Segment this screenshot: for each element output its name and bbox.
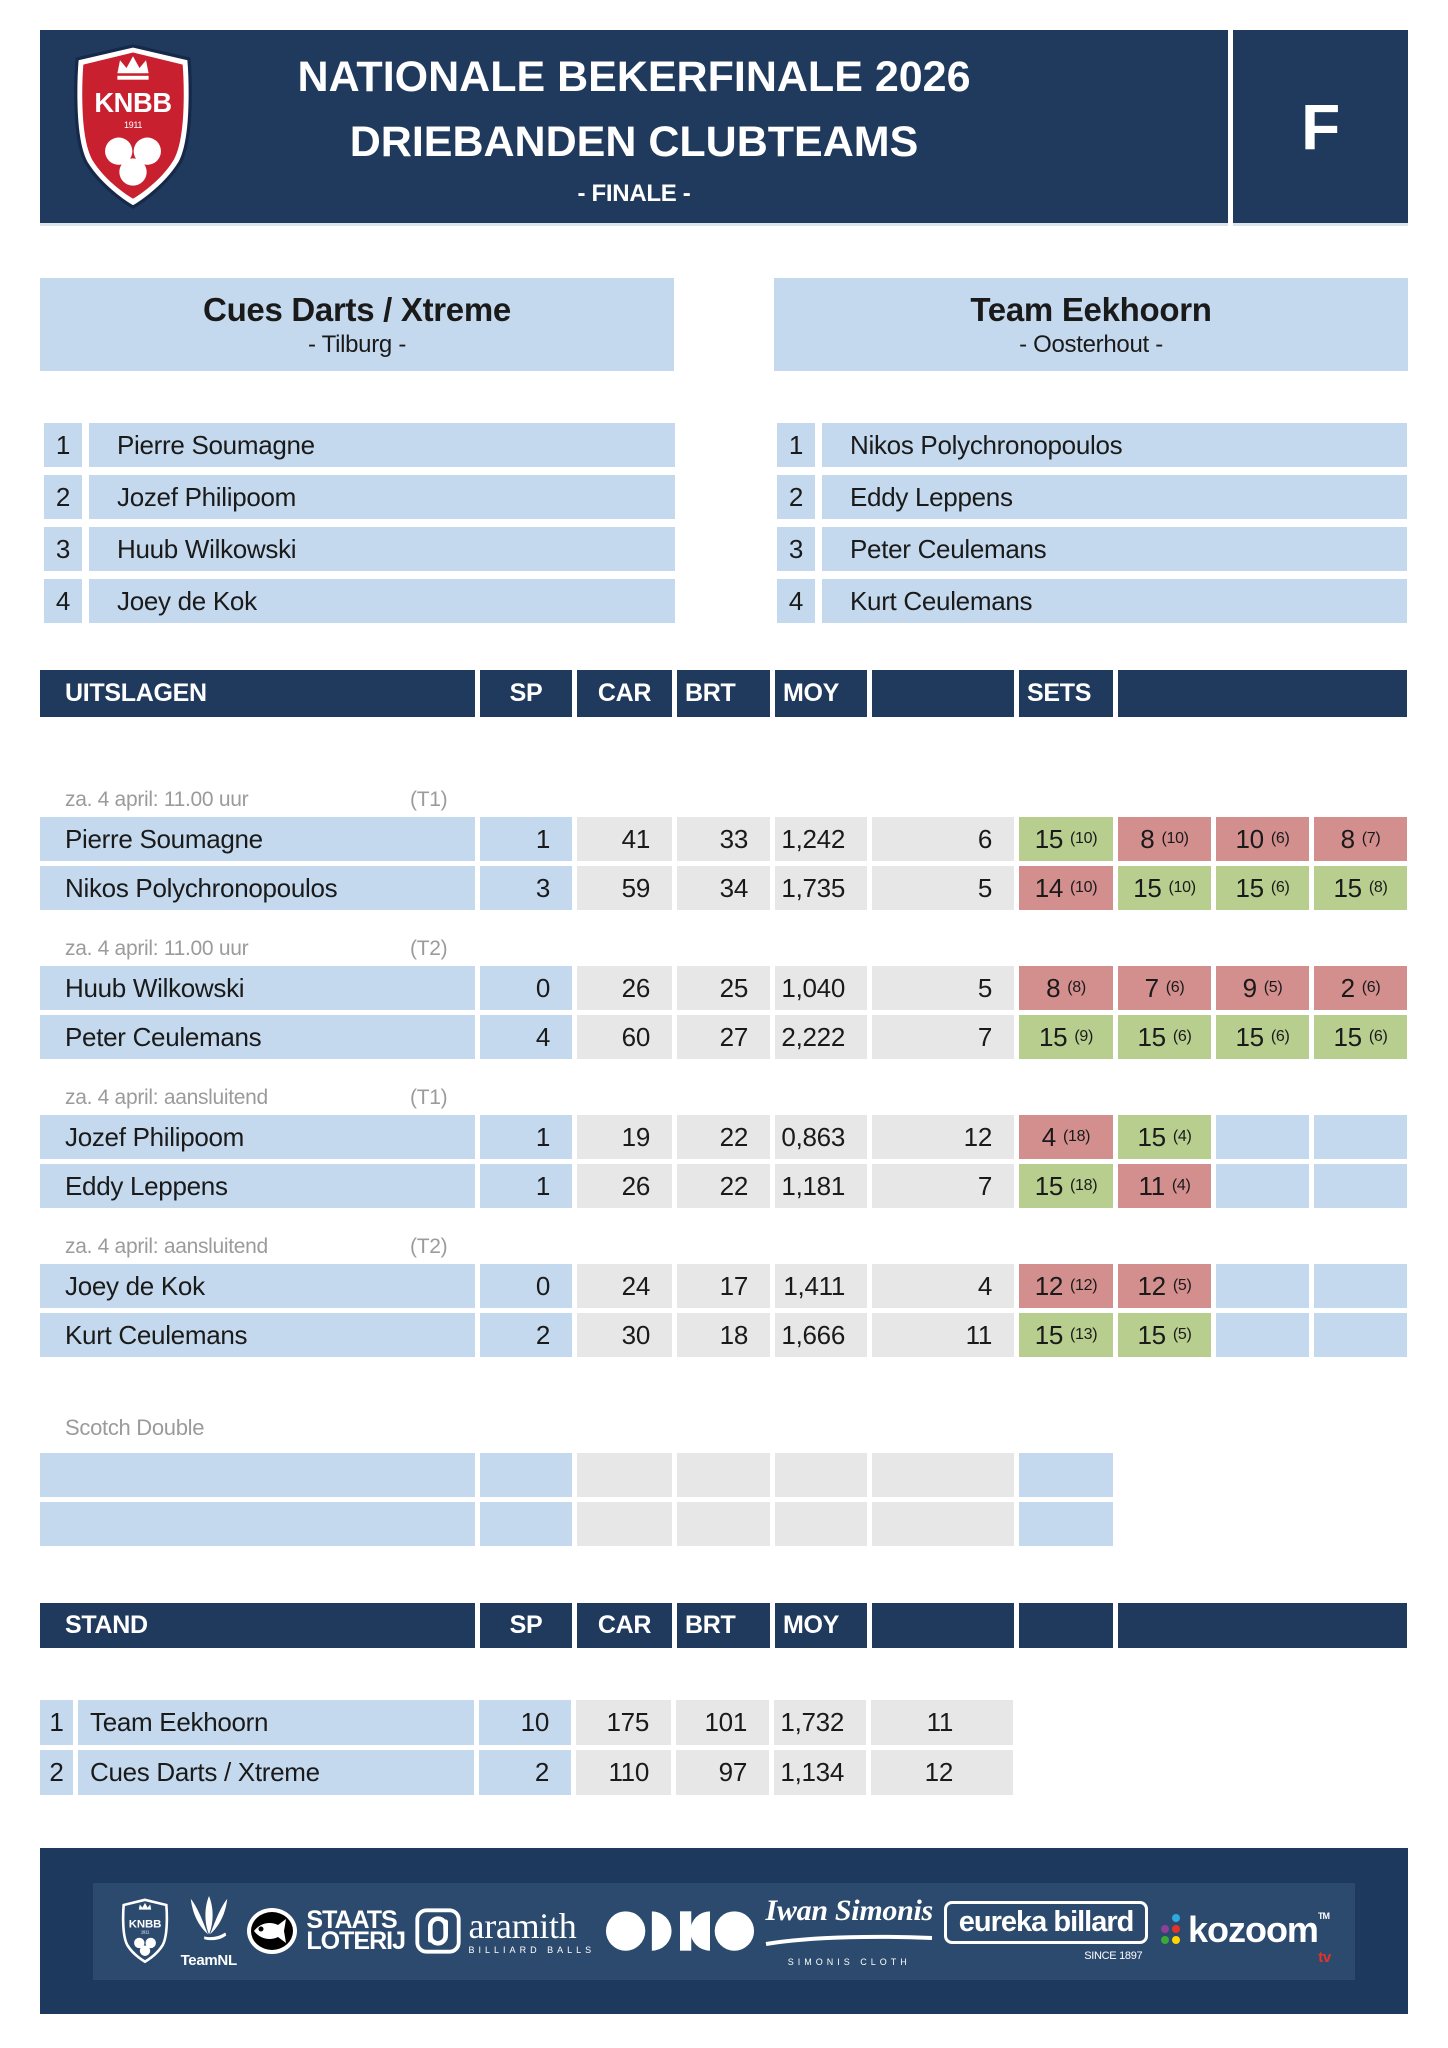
team-name: Cues Darts / Xtreme (203, 290, 511, 328)
scotch-double-row (40, 1502, 1408, 1546)
knbb-logo-text: KNBB (94, 87, 172, 119)
player-number: 1 (44, 423, 82, 467)
set-score: 8 (7) (1314, 817, 1407, 861)
col-header-moy: MOY (775, 1603, 867, 1648)
staatsloterij-logo: STAATS LOTERIJ (246, 1905, 405, 1957)
set-score-empty (1216, 1313, 1309, 1357)
col-header-car: CAR (577, 670, 672, 717)
standings-row: 1 Team Eekhoorn 10 175 101 1,732 11 (40, 1700, 1408, 1745)
set-score: 11 (4) (1118, 1164, 1211, 1208)
roster-away (777, 423, 1407, 623)
col-header-sets: SETS (1019, 670, 1113, 717)
set-score: 15 (9) (1019, 1015, 1113, 1059)
player-number: 4 (44, 579, 82, 623)
result-row: Joey de Kok 0 24 17 1,411 4 12 (12) 12 (5) (40, 1264, 1408, 1308)
teamnl-logo: TeamNL (181, 1894, 237, 1969)
set-score-empty (1314, 1115, 1407, 1159)
scotch-double-row (40, 1453, 1408, 1497)
player-number: 2 (777, 475, 815, 519)
kozoom-logo: kozoom™ tv (1158, 1912, 1329, 1950)
tulip-icon (185, 1894, 233, 1946)
finale-letter-box: F (1233, 30, 1408, 226)
player-number: 1 (777, 423, 815, 467)
result-row: Jozef Philipoom 1 19 22 0,863 12 4 (18) 15 (4) (40, 1115, 1408, 1159)
team-header-home (40, 278, 674, 371)
result-row: Pierre Soumagne 1 41 33 1,242 6 15 (10) 8 (10) 10 (6) 8 (7) (40, 817, 1408, 861)
set-score: 15 (6) (1118, 1015, 1211, 1059)
set-score: 15 (18) (1019, 1164, 1113, 1208)
player-name: Kurt Ceulemans (822, 579, 1407, 623)
player-name: Nikos Polychronopoulos (822, 423, 1407, 467)
title-line1: NATIONALE BEKERFINALE 2026 (297, 53, 971, 101)
set-score: 7 (6) (1118, 966, 1211, 1010)
result-row: Kurt Ceulemans 2 30 18 1,666 11 15 (13) 15 (5) (40, 1313, 1408, 1357)
set-score: 15 (10) (1118, 866, 1211, 910)
kozoom-tv-label: tv (1318, 1949, 1331, 1966)
result-row: Huub Wilkowski 0 26 25 1,040 5 8 (8) 7 (6) 9 (5) 2 (6) (40, 966, 1408, 1010)
col-header-blank (872, 1603, 1014, 1648)
results-title: UITSLAGEN (40, 670, 475, 717)
col-header-blank-wide (1118, 670, 1407, 717)
set-score-empty (1216, 1164, 1309, 1208)
circles-icon (605, 1908, 755, 1954)
set-score-empty (1314, 1164, 1407, 1208)
page-title (298, 45, 971, 174)
knbb-shield-icon (119, 1898, 171, 1964)
team-city: - Tilburg - (307, 330, 407, 358)
fish-icon (246, 1905, 298, 1957)
result-row: Eddy Leppens 1 26 22 1,181 7 15 (18) 11 (4) (40, 1164, 1408, 1208)
player-name: Eddy Leppens (822, 475, 1407, 519)
aramith-logo: aramith BILLIARD BALLS (415, 1908, 596, 1955)
aramith-mark-icon (415, 1908, 461, 1954)
set-score: 15 (4) (1118, 1115, 1211, 1159)
session-label: za. 4 april: aansluitend (T1) (65, 1086, 448, 1109)
player-name: Huub Wilkowski (89, 527, 675, 571)
sponsor-band (93, 1883, 1355, 1980)
player-name: Jozef Philipoom (89, 475, 675, 519)
standings-title: STAND (40, 1603, 475, 1648)
col-header-blank-wide (1118, 1603, 1407, 1648)
set-score: 8 (10) (1118, 817, 1211, 861)
standings-header-row (40, 1603, 1408, 1648)
set-score-empty (1314, 1313, 1407, 1357)
team-header-away (774, 278, 1408, 371)
set-score: 15 (5) (1118, 1313, 1211, 1357)
session-label: za. 4 april: 11.00 uur (T1) (65, 788, 448, 811)
player-name: Joey de Kok (89, 579, 675, 623)
knbb-logo-year: 1911 (124, 119, 142, 130)
iwan-simonis-logo: Iwan Simonis SIMONIS CLOTH (765, 1893, 933, 1967)
set-score: 15 (10) (1019, 817, 1113, 861)
swoosh-icon (764, 1934, 934, 1946)
set-score-empty (1216, 1264, 1309, 1308)
set-score-empty (1314, 1264, 1407, 1308)
standings-row: 2 Cues Darts / Xtreme 2 110 97 1,134 12 (40, 1750, 1408, 1795)
table-indicator: (T2) (410, 937, 448, 960)
knbb-footer-logo (119, 1898, 171, 1964)
set-score: 14 (10) (1019, 866, 1113, 910)
set-score-empty (1216, 1115, 1309, 1159)
table-indicator: (T1) (410, 1086, 448, 1109)
svg-text:1911: 1911 (140, 1929, 150, 1935)
player-number: 2 (44, 475, 82, 519)
col-header-sp: SP (480, 670, 572, 717)
set-score: 15 (8) (1314, 866, 1407, 910)
set-score: 8 (8) (1019, 966, 1113, 1010)
player-number: 4 (777, 579, 815, 623)
col-header-blank (872, 670, 1014, 717)
set-score: 4 (18) (1019, 1115, 1113, 1159)
col-header-car: CAR (577, 1603, 672, 1648)
team-name: Team Eekhoorn (970, 290, 1212, 328)
set-score: 12 (12) (1019, 1264, 1113, 1308)
session-label: za. 4 april: aansluitend (T2) (65, 1235, 448, 1258)
set-score: 9 (5) (1216, 966, 1309, 1010)
eureka-billard-logo: eureka billard SINCE 1897 (944, 1901, 1149, 1962)
title-line2: DRIEBANDEN CLUBTEAMS (349, 117, 919, 166)
session-label: za. 4 april: 11.00 uur (T2) (65, 937, 448, 960)
sponsor-footer (40, 1848, 1408, 2014)
set-score: 15 (6) (1216, 866, 1309, 910)
result-row: Peter Ceulemans 4 60 27 2,222 7 15 (9) 15 (6) 15 (6) 15 (6) (40, 1015, 1408, 1059)
col-header-sp: SP (480, 1603, 572, 1648)
geometric-circles-logo (605, 1908, 755, 1954)
svg-text:KNBB: KNBB (128, 1918, 162, 1931)
scotch-double-label: Scotch Double (65, 1415, 205, 1440)
header-subtitle: - FINALE - (577, 180, 691, 207)
col-header-blank (1019, 1603, 1113, 1648)
col-header-brt: BRT (677, 1603, 770, 1648)
kozoom-dots-icon (1158, 1912, 1184, 1950)
player-name: Peter Ceulemans (822, 527, 1407, 571)
player-number: 3 (44, 527, 82, 571)
set-score: 15 (6) (1314, 1015, 1407, 1059)
set-score: 15 (13) (1019, 1313, 1113, 1357)
team-city: - Oosterhout - (1019, 330, 1163, 358)
standings-table (40, 1603, 1408, 1795)
header-bar (40, 30, 1228, 226)
results-header-row (40, 670, 1408, 717)
set-score: 12 (5) (1118, 1264, 1211, 1308)
set-score: 15 (6) (1216, 1015, 1309, 1059)
roster-home (44, 423, 675, 623)
knbb-logo (68, 44, 198, 209)
player-name: Pierre Soumagne (89, 423, 675, 467)
col-header-moy: MOY (775, 670, 867, 717)
table-indicator: (T1) (410, 788, 448, 811)
results-table (40, 670, 1408, 1546)
table-indicator: (T2) (410, 1235, 448, 1258)
player-number: 3 (777, 527, 815, 571)
col-header-brt: BRT (677, 670, 770, 717)
set-score: 2 (6) (1314, 966, 1407, 1010)
result-row: Nikos Polychronopoulos 3 59 34 1,735 5 14 (10) 15 (10) 15 (6) 15 (8) (40, 866, 1408, 910)
set-score: 10 (6) (1216, 817, 1309, 861)
